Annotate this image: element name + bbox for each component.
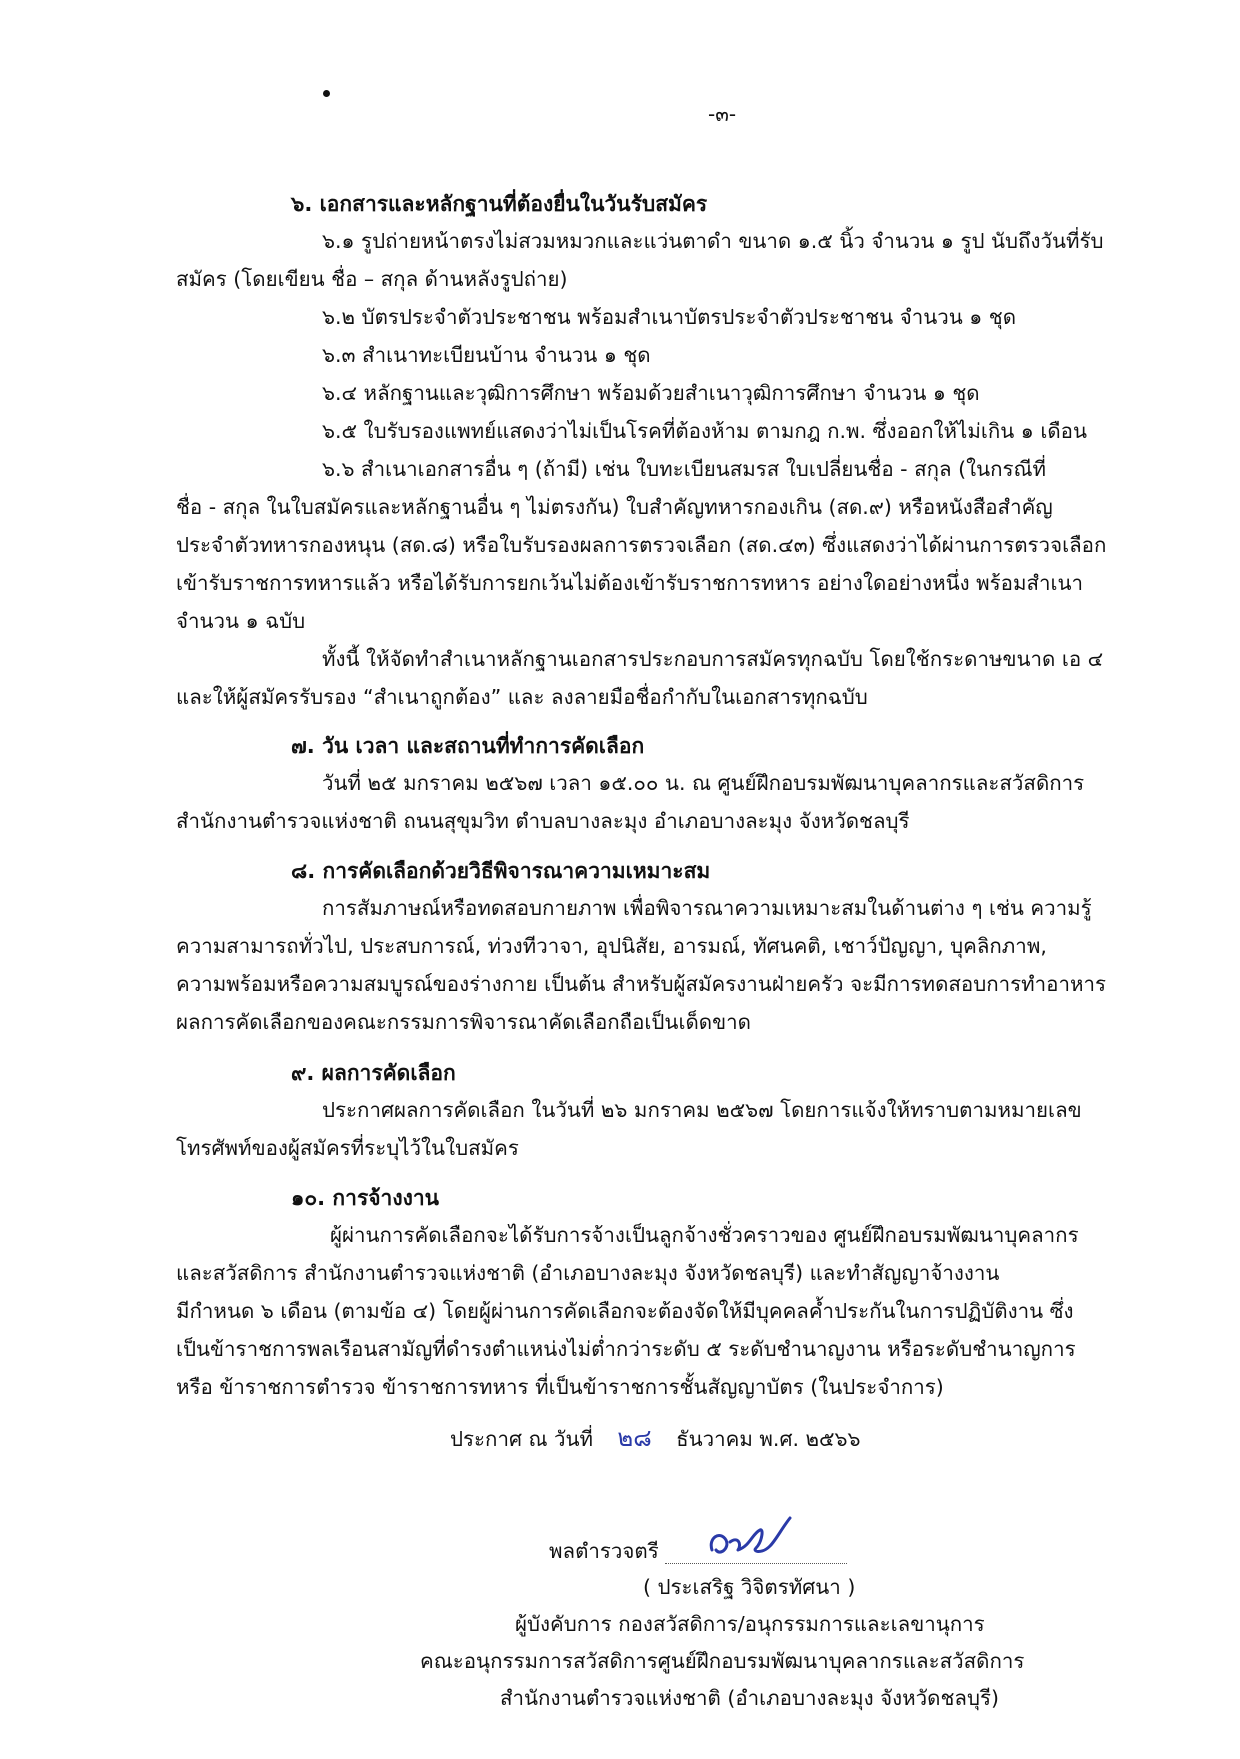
section-6-line: เข้ารับราชการทหารแล้ว หรือได้รับการยกเว้นไม่ต้องเข้ารับราชการทหาร อย่างใดอย่างหนึ่ง พร้อมสำเนา [176,571,1084,595]
section-8-heading: ๘. การคัดเลือกด้วยวิธีพิจารณาความเหมาะสม [291,859,711,883]
section-6-line: ๖.๓ สำเนาทะเบียนบ้าน จำนวน ๑ ชุด [322,343,651,367]
section-7-heading: ๗. วัน เวลา และสถานที่ทำการคัดเลือก [291,734,645,758]
section-8-line: ผลการคัดเลือกของคณะกรรมการพิจารณาคัดเลือกถือเป็นเด็ดขาด [176,1010,751,1034]
signatory-name: ( ประเสริฐ วิจิตรทัศนา ) [643,1575,856,1599]
section-6-line: ทั้งนี้ ให้จัดทำสำเนาหลักฐานเอกสารประกอบการสมัครทุกฉบับ โดยใช้กระดาษขนาด เอ ๔ [322,647,1104,671]
section-8-line: ความพร้อมหรือความสมบูรณ์ของร่างกาย เป็นต้น สำหรับผู้สมัครงานฝ่ายครัว จะมีการทดสอบการทำอาหาร [176,972,1107,996]
section-6-line: จำนวน ๑ ฉบับ [176,609,306,633]
section-6-line: ๖.๕ ใบรับรองแพทย์แสดงว่าไม่เป็นโรคที่ต้องห้าม ตามกฎ ก.พ. ซึ่งออกให้ไม่เกิน ๑ เดือน [322,419,1087,443]
section-6-line: และให้ผู้สมัครรับรอง “สำเนาถูกต้อง” และ ลงลายมือชื่อกำกับในเอกสารทุกฉบับ [176,685,868,709]
section-7-line: สำนักงานตำรวจแห่งชาติ ถนนสุขุมวิท ตำบลบางละมุง อำเภอบางละมุง จังหวัดชลบุรี [176,809,910,833]
announcement-day: ๒๘ [617,1424,652,1452]
section-9-line: ประกาศผลการคัดเลือก ในวันที่ ๒๖ มกราคม ๒๕๖๗ โดยการแจ้งให้ทราบตามหมายเลข [322,1098,1082,1122]
section-6-line: ๖.๔ หลักฐานและวุฒิการศึกษา พร้อมด้วยสำเนาวุฒิการศึกษา จำนวน ๑ ชุด [322,381,980,405]
signatory-rank: พลตำรวจตรี [549,1539,659,1563]
section-10-line: เป็นข้าราชการพลเรือนสามัญที่ดำรงตำแหน่งไม่ต่ำกว่าระดับ ๕ ระดับชำนาญงาน หรือระดับชำนาญการ [176,1337,1076,1361]
announcement-prefix: ประกาศ ณ วันที่ [450,1427,594,1451]
signatory-title-3: สำนักงานตำรวจแห่งชาติ (อำเภอบางละมุง จังหวัดชลบุรี) [500,1686,999,1710]
stray-mark [323,90,330,97]
section-10-line: มีกำหนด ๖ เดือน (ตามข้อ ๔) โดยผู้ผ่านการคัดเลือกจะต้องจัดให้มีบุคคลค้ำประกันในการปฏิบัติงาน ซึ่ง [176,1299,1074,1323]
section-10-heading: ๑๐. การจ้างงาน [291,1186,439,1210]
signatory-title-2: คณะอนุกรรมการสวัสดิการศูนย์ฝึกอบรมพัฒนาบุคลากรและสวัสดิการ [420,1649,1025,1673]
handwritten-signature [690,1500,810,1570]
section-10-line: หรือ ข้าราชการตำรวจ ข้าราชการทหาร ที่เป็นข้าราชการชั้นสัญญาบัตร (ในประจำการ) [176,1375,944,1399]
section-6-line: สมัคร (โดยเขียน ชื่อ – สกุล ด้านหลังรูปถ่าย) [176,267,568,291]
section-6-line: ชื่อ - สกุล ในใบสมัครและหลักฐานอื่น ๆ ไม่ตรงกัน) ใบสำคัญทหารกองเกิน (สด.๙) หรือหนังสือสำคัญ [176,495,1053,519]
section-7-line: วันที่ ๒๕ มกราคม ๒๕๖๗ เวลา ๑๕.๐๐ น. ณ ศูนย์ฝึกอบรมพัฒนาบุคลากรและสวัสดิการ [322,771,1085,795]
signatory-title-1: ผู้บังคับการ กองสวัสดิการ/อนุกรรมการและเลขานุการ [515,1612,985,1636]
announcement-suffix: ธันวาคม พ.ศ. ๒๕๖๖ [676,1427,861,1451]
section-10-line: ผู้ผ่านการคัดเลือกจะได้รับการจ้างเป็นลูกจ้างชั่วคราวของ ศูนย์ฝึกอบรมพัฒนาบุคลากร [330,1223,1079,1247]
section-8-line: ความสามารถทั่วไป, ประสบการณ์, ท่วงทีวาจา, อุปนิสัย, อารมณ์, ทัศนคติ, เชาว์ปัญญา, บุคลิกภาพ, [176,934,1047,958]
section-9-heading: ๙. ผลการคัดเลือก [291,1061,456,1085]
page-number: -๓- [708,102,737,126]
section-6-heading: ๖. เอกสารและหลักฐานที่ต้องยื่นในวันรับสมัคร [291,192,708,216]
section-6-line: ๖.๑ รูปถ่ายหน้าตรงไม่สวมหมวกและแว่นตาดำ ขนาด ๑.๕ นิ้ว จำนวน ๑ รูป นับถึงวันที่รับ [322,229,1104,253]
section-10-line: และสวัสดิการ สำนักงานตำรวจแห่งชาติ (อำเภอบางละมุง จังหวัดชลบุรี) และทำสัญญาจ้างงาน [176,1261,1000,1285]
section-9-line: โทรศัพท์ของผู้สมัครที่ระบุไว้ในใบสมัคร [176,1136,519,1160]
section-6-line: ๖.๖ สำเนาเอกสารอื่น ๆ (ถ้ามี) เช่น ใบทะเบียนสมรส ใบเปลี่ยนชื่อ - สกุล (ในกรณีที่ [322,457,1047,481]
section-8-line: การสัมภาษณ์หรือทดสอบกายภาพ เพื่อพิจารณาความเหมาะสมในด้านต่าง ๆ เช่น ความรู้ [322,896,1092,920]
announcement-date [450,1424,861,1453]
section-6-line: ประจำตัวทหารกองหนุน (สด.๘) หรือใบรับรองผลการตรวจเลือก (สด.๔๓) ซึ่งแสดงว่าได้ผ่านการตรวจเลือก [176,533,1107,557]
section-6-line: ๖.๒ บัตรประจำตัวประชาชน พร้อมสำเนาบัตรประจำตัวประชาชน จำนวน ๑ ชุด [322,305,1017,329]
